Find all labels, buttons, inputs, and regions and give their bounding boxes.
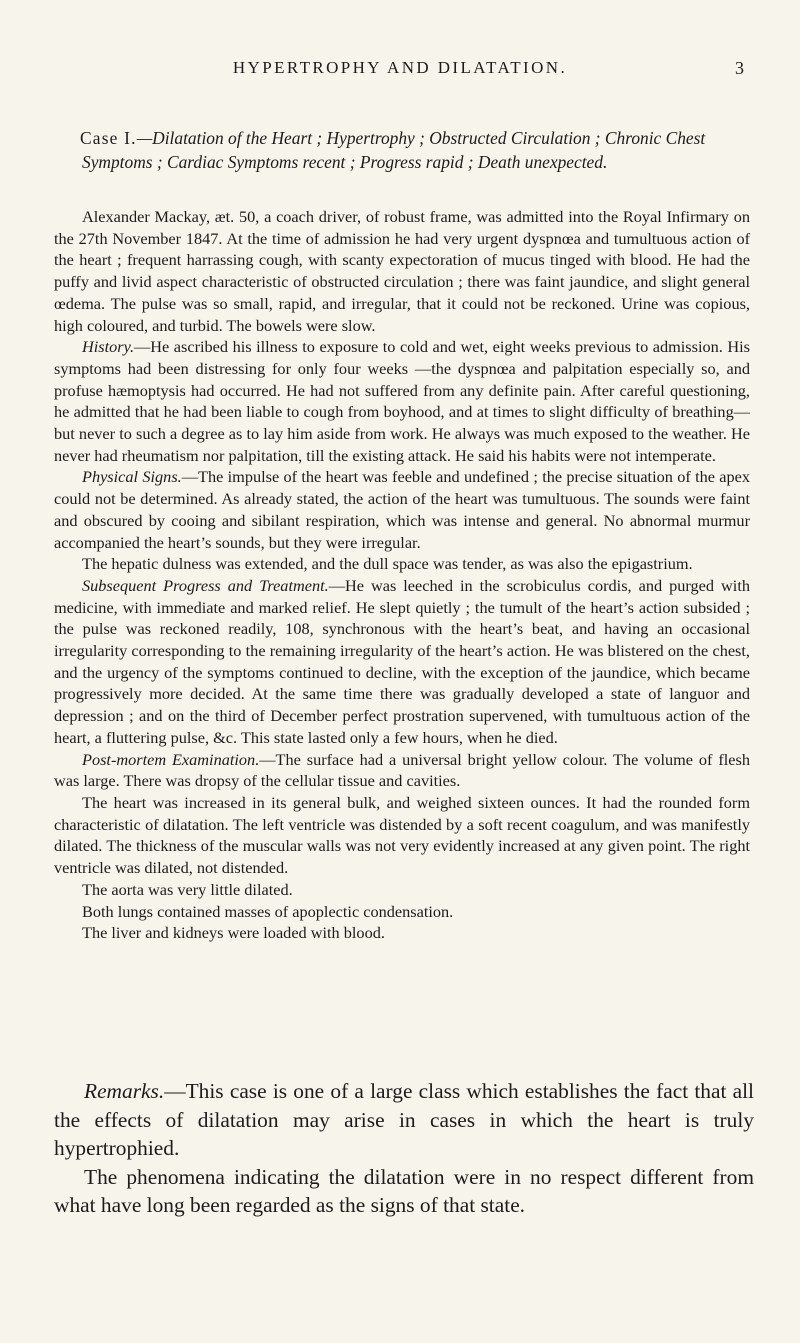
section-heading-progress: Subsequent Progress and Treatment. <box>82 575 329 595</box>
paragraph: Physical Signs.—The impulse of the heart was feeble and undefined ; the precise situation of the apex could not be determined. As already stated, the action of the heart was tumultuous. The sounds were faint and obscured by cooing and sibilant respiration, which was intense and general. No abnormal murmur accompanied the heart’s sounds, but they were irregular. <box>54 467 751 552</box>
paragraph: Subsequent Progress and Treatment.—He was leeched in the scrobiculus cordis, and purged with medicine, with immediate and marked relief. He slept quietly ; the tumult of the heart’s action subsided ; the pulse was reckoned readily, 108, synchronous with the heart’s beat, and having an occasional irregularity corresponding to the remaining irregularity of the heart’s action. He was blistered on the chest, and the urgency of the symptoms continued to decline, with the exception of the jaundice, which became progressively more decided. At the same time there was gradually developed a state of languor and depression ; and on the third of December perfect prostration supervened, with tumultuous action of the heart, a fluttering pulse, &c. This state lasted only a few hours, when he died. <box>54 575 750 747</box>
remarks-paragraph: The phenomena indicating the dilatation were in no respect different from what have long been regarded as the signs of that state. <box>54 1164 754 1218</box>
paragraph: Both lungs contained masses of apoplectic condensation. <box>82 901 454 921</box>
case-title: —Dilatation of the Heart ; Hypertrophy ; Obstructed Circulation ; Chronic Chest Symptoms ; Cardiac Symptoms recent ; Progress rapid ; Death unexpected. <box>82 128 706 172</box>
case-body <box>54 206 750 944</box>
case-heading <box>82 126 752 174</box>
remarks-heading: Remarks. <box>84 1079 165 1103</box>
paragraph: The liver and kidneys were loaded with blood. <box>82 923 385 943</box>
remarks-paragraph: Remarks.—This case is one of a large class which establishes the fact that all the effects of dilatation may arise in cases in which the heart is truly hypertrophied. <box>54 1079 754 1161</box>
paragraph: The heart was increased in its general bulk, and weighed sixteen ounces. It had the rounded form characteristic of dilatation. The left ventricle was distended by a soft recent coagulum, and was manifestly dilated. The thickness of the muscular walls was not very evidently increased at any given point. The right ventricle was dilated, not distended. <box>54 792 750 878</box>
remarks-section <box>54 1077 754 1220</box>
section-heading-physical-signs: Physical Signs. <box>82 467 182 487</box>
paragraph: Post-mortem Examination.—The surface had a universal bright yellow colour. The volume of flesh was large. There was dropsy of the cellular tissue and cavities. <box>54 749 751 791</box>
page-number: 3 <box>735 58 744 78</box>
running-head <box>0 58 800 88</box>
section-heading-history: History. <box>82 337 135 357</box>
paragraph: History.—He ascribed his illness to exposure to cold and wet, eight weeks previous to admission. His symptoms had been distressing for only four weeks —the dyspnœa and palpitation especially so, and profuse hæmoptysis had occurred. He had not suffered from any definite pain. After careful questioning, he admitted that he had been liable to cough from boyhood, and at times to slight difficulty of breathing—but never to such a degree as to lay him aside from work. He always was much exposed to the weather. He never had rheumatism nor palpitation, till the existing attack. He said his habits were not intemperate. <box>54 337 750 465</box>
running-title: HYPERTROPHY AND DILATATION. <box>232 58 568 77</box>
case-label: Case I. <box>80 128 137 148</box>
paragraph: The aorta was very little dilated. <box>82 879 293 899</box>
section-heading-post-mortem: Post-mortem Examination. <box>82 749 260 769</box>
paragraph: The hepatic dulness was extended, and the dull space was tender, as was also the epigastrium. <box>82 554 693 574</box>
paragraph: Alexander Mackay, æt. 50, a coach driver, of robust frame, was admitted into the Royal Infirmary on the 27th November 1847. At the time of admission he had very urgent dyspnœa and tumultuous action of the heart ; frequent harrassing cough, with scanty expectoration of mucus tinged with blood. He had the puffy and livid aspect characteristic of obstructed circulation ; there was faint jaundice, and slight general œdema. The pulse was so small, rapid, and irregular, that it could not be reckoned. Urine was copious, high coloured, and turbid. The bowels were slow. <box>54 207 750 335</box>
